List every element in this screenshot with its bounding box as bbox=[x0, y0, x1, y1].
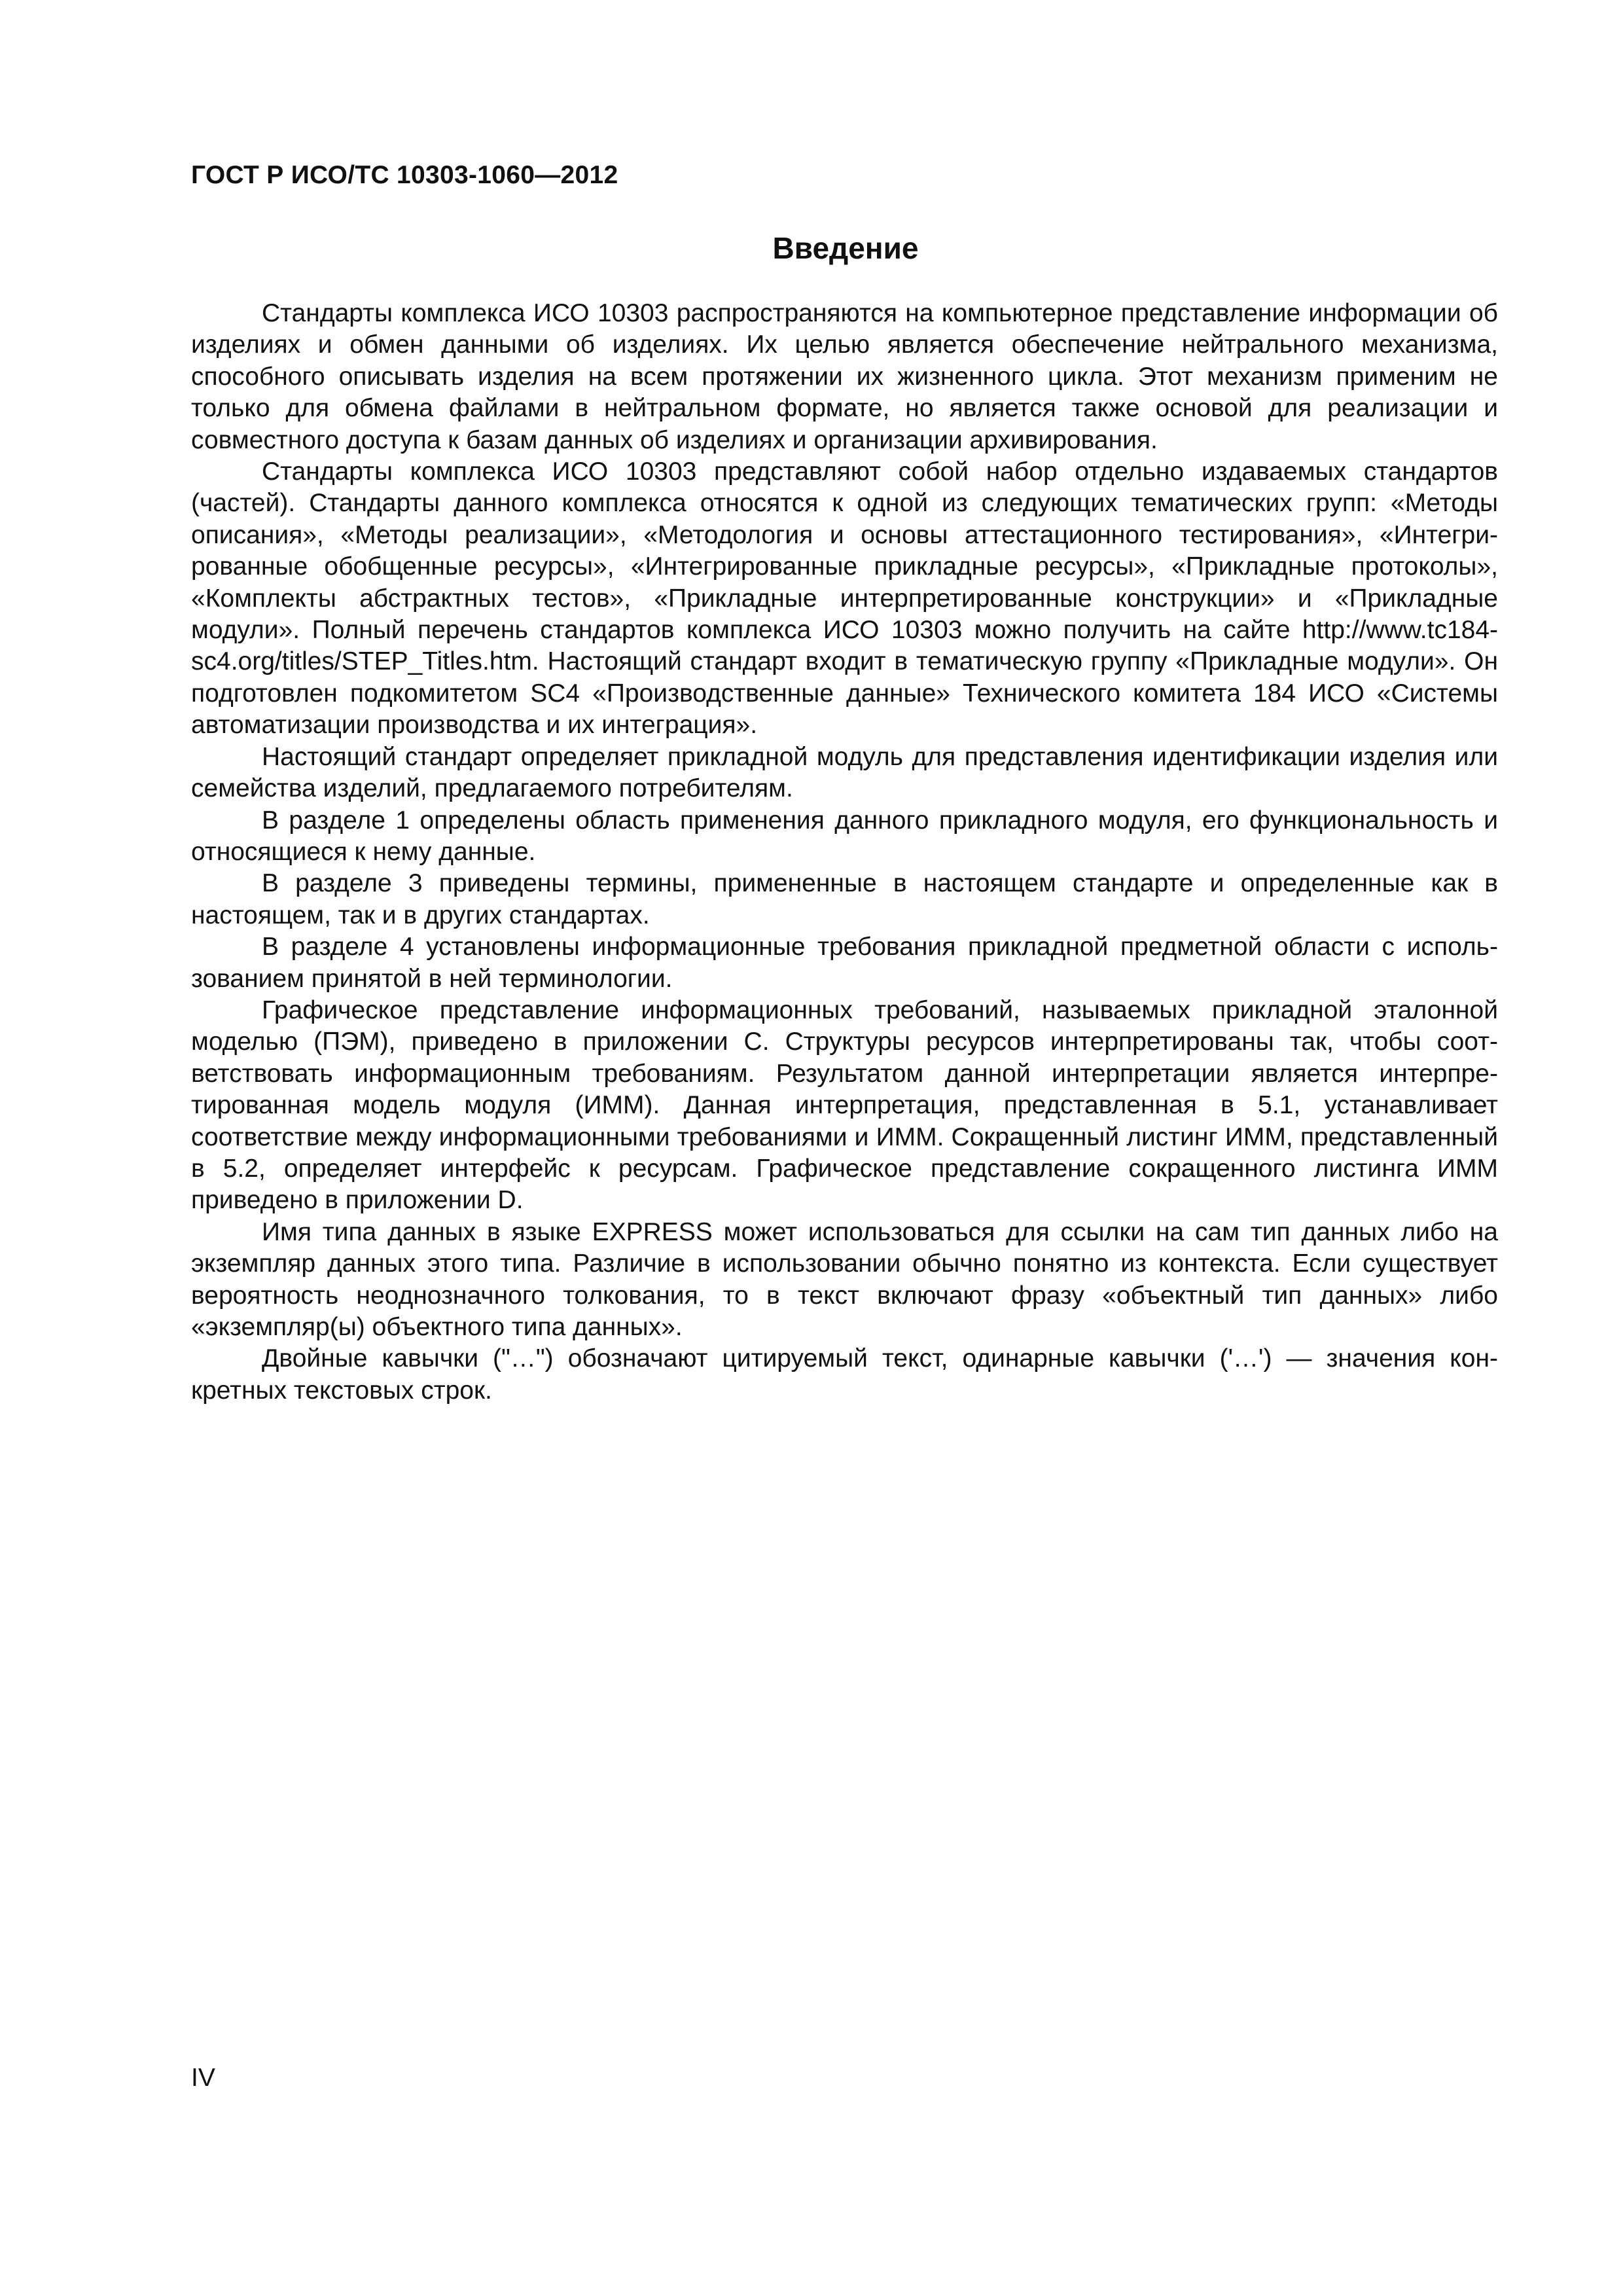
paragraph: Двойные кавычки ("…") обозначают цитируемый текст, одинарные кавычки ('…') — значения конкретных текстовых строк. bbox=[191, 1344, 1498, 1405]
paragraph: Графическое представление информационных требований, называемых прикладной эталонной моделью (ПЭМ), приведено в приложении С. Структуры ресурсов интерпретированы так, чтобы соответствовать информационным требованиям. Результатом данной интерпретации является интерпретированная модель модуля (ИММ). Данная интерпретация, представленная в 5.1, устанавливает соответствие между информационными требованиями и ИММ. Сокращенный листинг ИММ, представленный в 5.2, определяет интерфейс к ресурсам. Графическое представление сокращенного листинга ИММ приведено в приложении D. bbox=[191, 996, 1498, 1215]
paragraph: В разделе 3 приведены термины, примененные в настоящем стандарте и определенные как в настоящем, так и в других стандартах. bbox=[191, 869, 1498, 929]
paragraph: В разделе 1 определены область применения данного прикладного модуля, его функциональность и относящиеся к нему данные. bbox=[191, 806, 1498, 866]
paragraph: Настоящий стандарт определяет прикладной модуль для представления идентификации изделия или семейства изделий, предлагаемого потребителям. bbox=[191, 742, 1498, 803]
paragraph: Стандарты комплекса ИСО 10303 распространяются на компьютерное представление информации об изделиях и обмен данными об изделиях. Их целью является обеспечение нейтрального механизма, способного описывать изделия на всем протяжении их жизненного цикла. Этот механизм применим не только для обмена файлами в нейтральном формате, но является также основой для реализации и совместного доступа к базам данных об изделиях и организации архивирования. bbox=[191, 299, 1498, 454]
paragraph: Стандарты комплекса ИСО 10303 представляют собой набор отдельно издаваемых стандартов (частей). Стандарты данного комплекса относятся к одной из следующих тематических групп: «Методы описания», «Методы реализации», «Методология и основы аттестационного тестирования», «Интегрированные обобщенные ресурсы», «Интегрированные прикладные ресурсы», «Прикладные протоколы», «Комплекты абстрактных тестов», «Прикладные интерпретированные конструкции» и «Прикладные модули». Полный перечень стандартов комплекса ИСО 10303 можно получить на сайте http://www.tc184-sc4.org/titles/STEP_Titles.htm. Настоящий стандарт входит в тематическую группу «Прикладные модули». Он подготовлен подкомитетом SC4 «Производственные данные» Технического комитета 184 ИСО «Системы автоматизации производства и их интеграция». bbox=[191, 457, 1498, 740]
paragraph: В разделе 4 установлены информационные требования прикладной предметной области с использованием принятой в ней терминологии. bbox=[191, 933, 1498, 993]
paragraph: Имя типа данных в языке EXPRESS может использоваться для ссылки на сам тип данных либо на экземпляр данных этого типа. Различие в использовании обычно понятно из контекста. Если существует вероятность неоднозначного толкования, то в текст включают фразу «объектный тип данных» либо «экземпляр(ы) объектного типа данных». bbox=[191, 1217, 1498, 1341]
body-text bbox=[191, 298, 1498, 1407]
page-number: IV bbox=[191, 2064, 215, 2092]
document-code-header: ГОСТ Р ИСО/ТС 10303-1060—2012 bbox=[191, 161, 618, 189]
section-title: Введение bbox=[772, 231, 919, 265]
